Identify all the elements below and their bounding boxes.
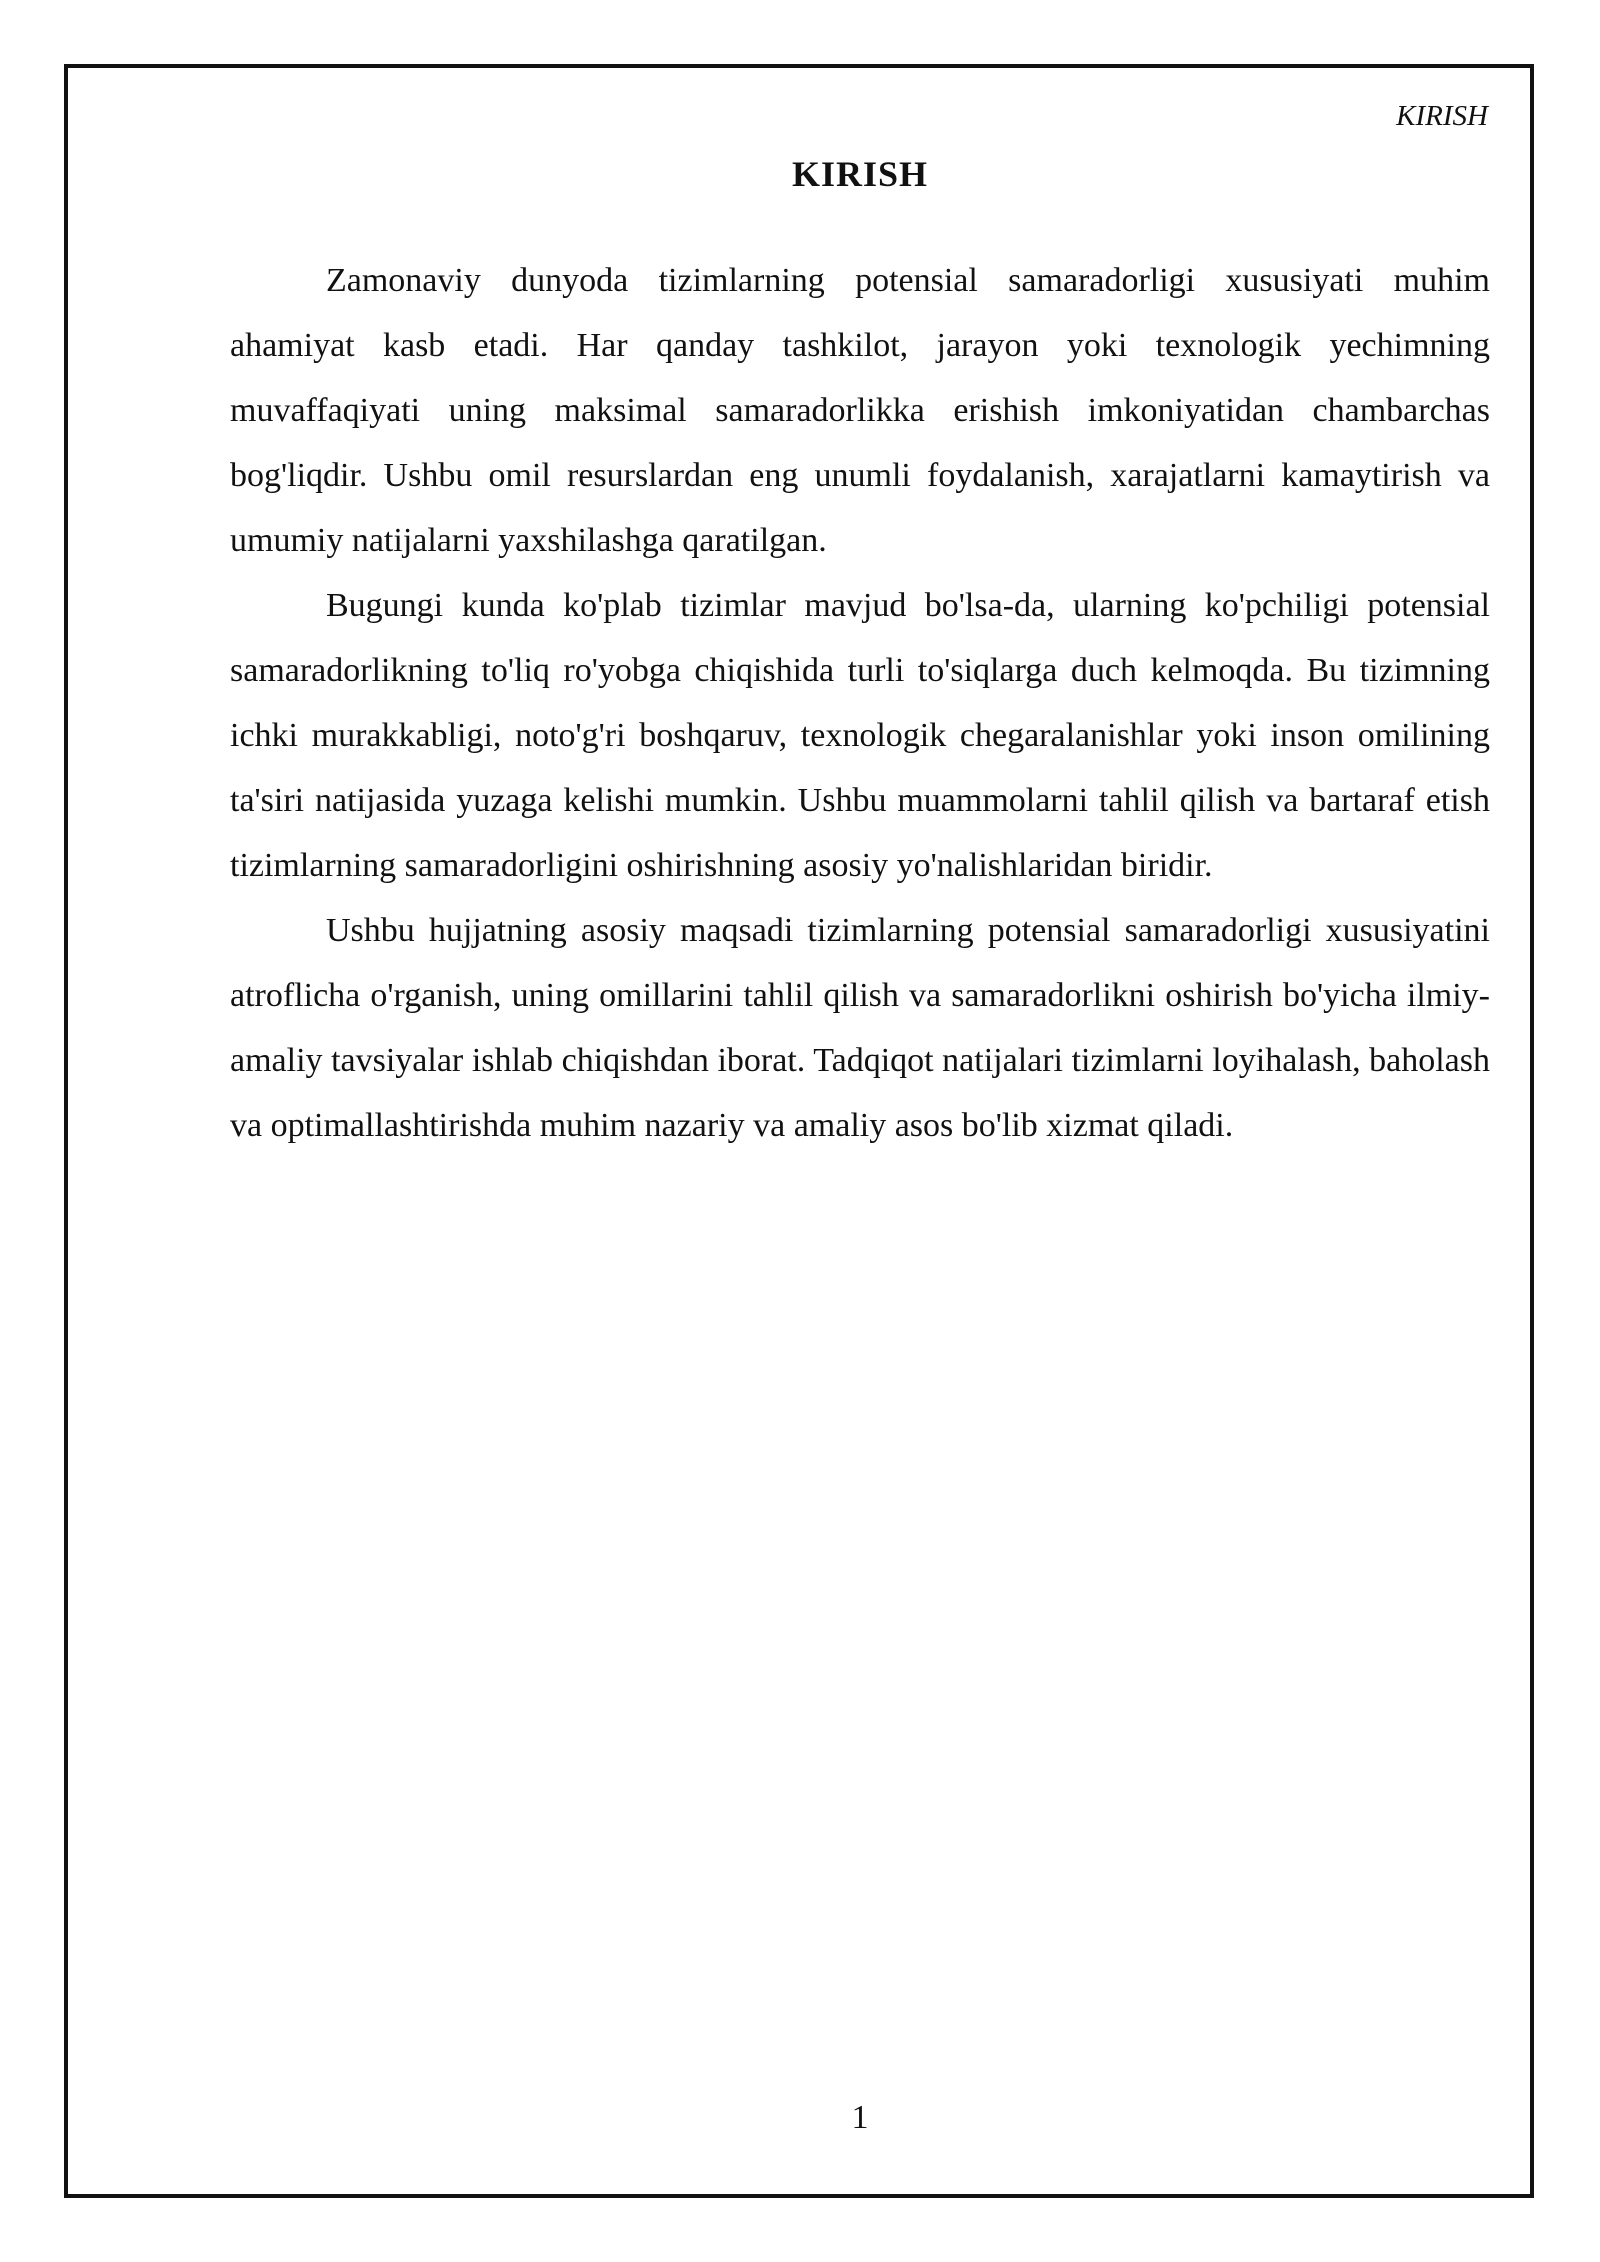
page-number: 1 [851,2099,869,2136]
body-paragraph: Ushbu hujjatning asosiy maqsadi tizimlarning potensial samaradorligi xususiyatini atroflicha o'rganish, uning omillarini tahlil qilish va samaradorlikni oshirish bo'yicha ilmiy-amaliy tavsiyalar ishlab chiqishdan iborat. Tadqiqot natijalari tizimlarni loyihalash, baholash va optimallashtirishda muhim nazariy va amaliy asos bo'lib xizmat qiladi. [230,912,1490,1144]
body-paragraph: Zamonaviy dunyoda tizimlarning potensial samaradorligi xususiyati muhim ahamiyat kasb etadi. Har qanday tashkilot, jarayon yoki texnologik yechimning muvaffaqiyati uning maksimal samaradorlikka erishish imkoniyatidan chambarchas bog'liqdir. Ushbu omil resurslardan eng unumli foydalanish, xarajatlarni kamaytirish va umumiy natijalarni yaxshilashga qaratilgan. [230,262,1490,559]
document-title: KIRISH [791,154,929,194]
body-paragraph: Bugungi kunda ko'plab tizimlar mavjud bo'lsa-da, ularning ko'pchiligi potensial samaradorlikning to'liq ro'yobga chiqishida turli to'siqlarga duch kelmoqda. Bu tizimning ichki murakkabligi, noto'g'ri boshqaruv, texnologik chegaralanishlar yoki inson omilining ta'siri natijasida yuzaga kelishi mumkin. Ushbu muammolarni tahlil qilish va bartaraf etish tizimlarning samaradorligini oshirishning asosiy yo'nalishlaridan biridir. [230,587,1490,884]
running-header: KIRISH [1396,100,1488,132]
document-body [230,248,1490,1158]
